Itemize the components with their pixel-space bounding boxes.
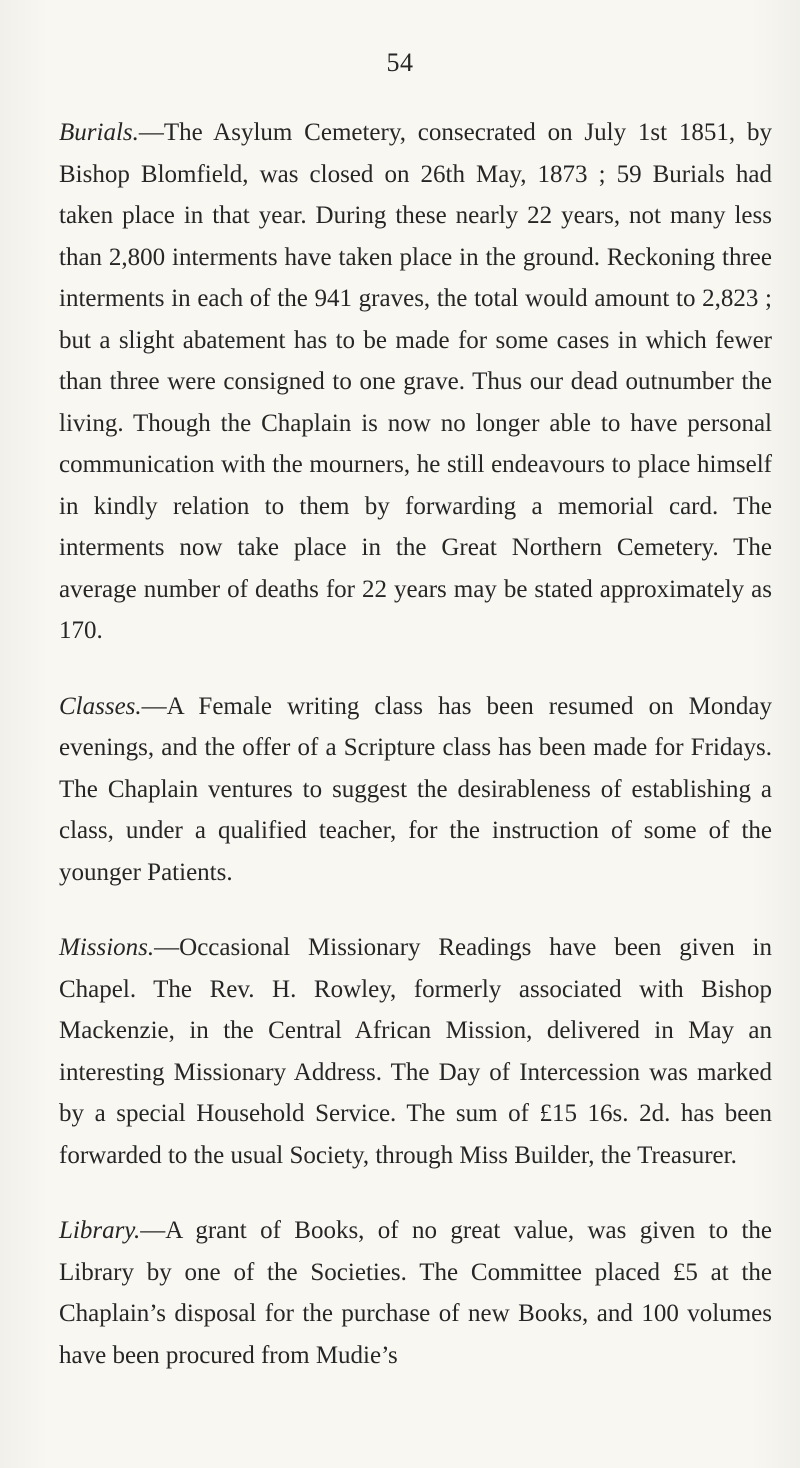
library-heading: Library. (59, 1217, 141, 1244)
burials-text: —The Asylum Cemetery, consecrated on July 1st 1851, by Bishop Blomfield, was closed on 26th May, 1873 ; 59 Burials had taken place in that year. During these nearly 22 years, not many less than 2,800 interments have taken place in the ground. Reckoning three interments in each of the 941 graves, the total would amount to 2,823 ; but a slight abatement has to be made for some cases in which fewer than three were consigned to one grave. Thus our dead outnumber the living. Though the Chaplain is now no longer able to have personal communication with the mourners, he still endeavours to place himself in kindly relation to them by forwarding a memorial card. The interments now take place in the Great Northern Cemetery. The average number of deaths for 22 years may be stated approximately as 170. (59, 119, 772, 644)
page-content (59, 112, 772, 1410)
classes-text: —A Female writing class has been resumed on Monday evenings, and the offer of a Scripture class has been made for Fridays. The Chaplain ventures to suggest the desirableness of establishing a class, under a qualified teacher, for the instruction of some of the younger Patients. (59, 692, 772, 886)
missions-text: —Occasional Missionary Readings have been given in Chapel. The Rev. H. Rowley, formerly associated with Bishop Mackenzie, in the Central African Mission, delivered in May an interesting Missionary Address. The Day of Intercession was marked by a special Household Service. The sum of £15 16s. 2d. has been forwarded to the usual Society, through Miss Builder, the Treasurer. (59, 934, 772, 1169)
classes-paragraph (59, 686, 772, 894)
library-text: —A grant of Books, of no great value, was given to the Library by one of the Societies. The Committee placed £5 at the Chaplain’s disposal for the purchase of new Books, and 100 volumes have been procured from Mudie’s (59, 1217, 772, 1369)
library-paragraph (59, 1210, 772, 1376)
page-number: 54 (386, 48, 414, 77)
missions-paragraph (59, 927, 772, 1176)
missions-heading: Missions. (59, 934, 155, 961)
burials-heading: Burials. (59, 119, 139, 146)
classes-heading: Classes. (59, 692, 142, 720)
burials-paragraph (59, 112, 772, 652)
